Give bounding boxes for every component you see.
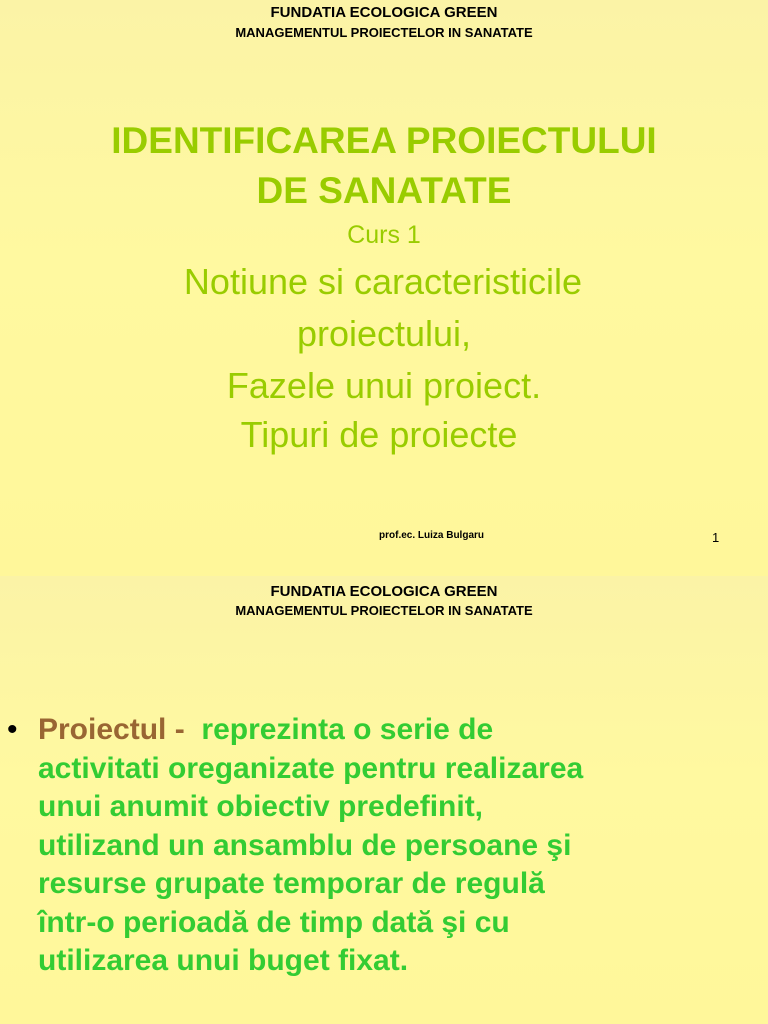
definition-line: într-o perioadă de timp dată şi cu: [38, 905, 510, 939]
definition-line: resurse grupate temporar de regulă: [38, 867, 545, 900]
subtitle-line-3: Fazele unui proiect.: [226, 365, 542, 406]
definition-line: activitati oreganizate pentru realizarea: [38, 751, 584, 785]
definition-text: reprezinta o serie de: [201, 713, 494, 746]
course-header: MANAGEMENTUL PROIECTELOR IN SANATATE: [235, 603, 533, 618]
slide-2: [0, 576, 768, 1024]
subtitle-line-2: proiectului,: [296, 313, 472, 354]
bullet-icon: •: [7, 713, 18, 746]
definition-bullet: [7, 711, 758, 981]
page-number: 1: [712, 530, 720, 545]
definition-line: [38, 711, 758, 750]
subtitle-line-1: Notiune si caracteristicile: [183, 261, 583, 302]
subtitle-line-4: Tipuri de proiecte: [240, 414, 518, 455]
organization-header: FUNDATIA ECOLOGICA GREEN: [270, 4, 498, 21]
definition-line: unui anumit obiectiv predefinit,: [38, 790, 484, 823]
slide-title-line-2: DE SANATATE: [256, 170, 512, 211]
term-dash: -: [166, 713, 194, 746]
lecture-number: Curs 1: [347, 221, 421, 249]
definition-line: utilizarea unui buget fixat.: [38, 944, 409, 977]
author-footer: prof.ec. Luiza Bulgaru: [379, 530, 485, 541]
definition-line: utilizand un ansamblu de persoane şi: [38, 828, 572, 862]
course-header: MANAGEMENTUL PROIECTELOR IN SANATATE: [235, 25, 533, 40]
slide-title-line-1: IDENTIFICAREA PROIECTULUI: [111, 120, 657, 161]
defined-term: Proiectul: [38, 713, 167, 746]
organization-header: FUNDATIA ECOLOGICA GREEN: [270, 583, 498, 600]
